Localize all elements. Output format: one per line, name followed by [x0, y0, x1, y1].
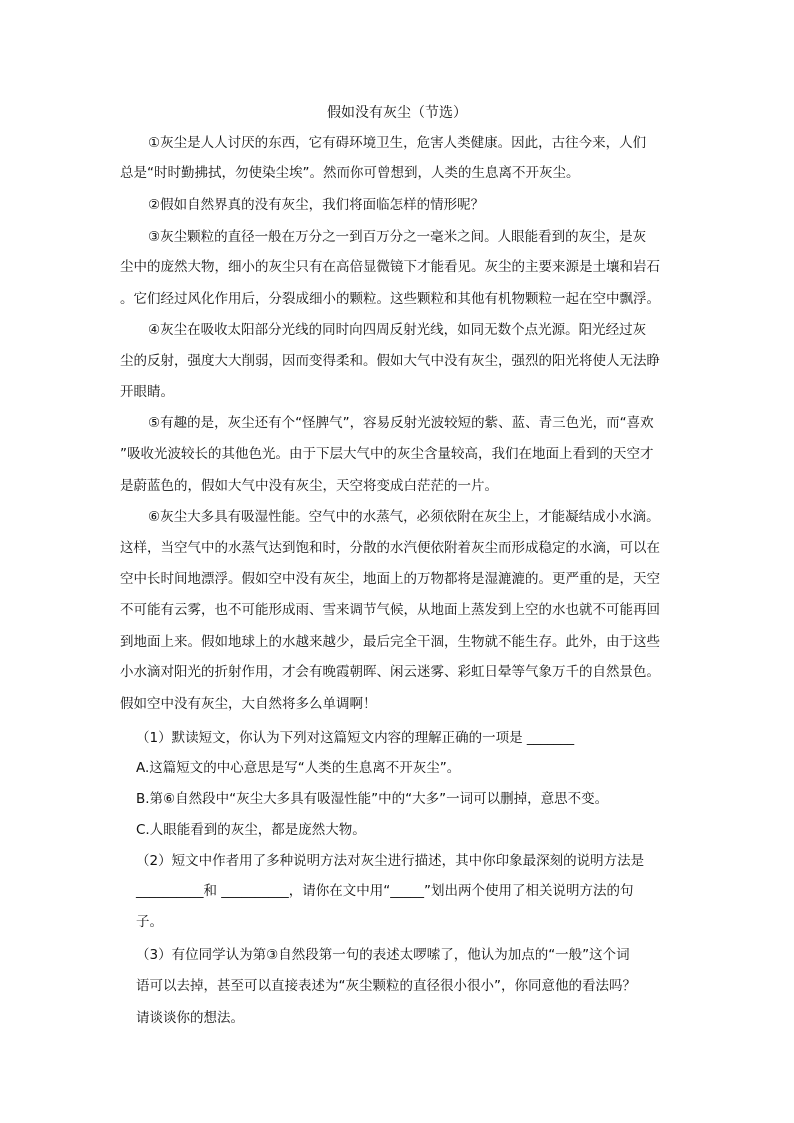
text-line: 到地面上来。假如地球上的水越来越少，最后完全干涸，生物就不能生存。此外，由于这些 [120, 634, 660, 650]
text-line: 尘的反射，强度大大削弱，因而变得柔和。假如大气中没有灰尘，强烈的阳光将使人无法睁 [120, 353, 660, 369]
text-line: 。它们经过风化作用后，分裂成细小的颗粒。这些颗粒和其他有机物颗粒一起在空中飘浮。 [120, 291, 660, 307]
text-line: ④灰尘在吸收太阳部分光线的同时向四周反射光线，如同无数个点光源。阳光经过灰 [148, 322, 647, 338]
text-line: ”吸收光波较长的其他色光。由于下层大气中的灰尘含量较高，我们在地面上看到的天空才 [120, 446, 654, 462]
text-line: 不可能有云雾，也不可能形成雨、雪来调节气候，从地面上蒸发到上空的水也就不可能再回 [120, 602, 660, 618]
text-line: ③灰尘颗粒的直径一般在万分之一到百万分之一毫米之间。人眼能看到的灰尘，是灰 [148, 229, 647, 245]
text-line: 空中长时间地漂浮。假如空中没有灰尘，地面上的万物都将是湿漉漉的。更严重的是，天空 [120, 571, 660, 587]
question-3: （3）有位同学认为第③自然段第一句的表述太啰嗦了，他认为加点的“一般”这个词 [136, 947, 630, 963]
text-line: ①灰尘是人人讨厌的东西，它有碍环境卫生，危害人类健康。因此，古往今来，人们 [148, 135, 647, 151]
text-line: ⑤有趣的是，灰尘还有个“怪脾气”，容易反射光波较短的紫、蓝、青三色光，而“喜欢 [148, 415, 654, 431]
text-line: 总是“时时勤拂拭，勿使染尘埃”。然而你可曾想到，人类的生息离不开灰尘。 [120, 165, 580, 181]
text-line: 请谈谈你的想法。 [136, 1010, 244, 1026]
text-line: 尘中的庞然大物，细小的灰尘只有在高倍显微镜下才能看见。灰尘的主要来源是土壤和岩石 [120, 259, 660, 275]
text-line: 这样，当空气中的水蒸气达到饱和时，分散的水汽便依附着灰尘而形成稳定的水滴，可以在 [120, 540, 660, 556]
text-line: 开眼睛。 [120, 384, 174, 400]
text-line: 小水滴对阳光的折射作用，才会有晚霞朝晖、闲云迷雾、彩虹日晕等气象万千的自然景色。 [120, 664, 660, 680]
question-2-blanks: __________和 __________，请你在文中用“_____”划出两个使用了相关说明方法的句 [136, 883, 634, 899]
text-line: 子。 [136, 914, 163, 930]
document-title: 假如没有灰尘（节选） [327, 105, 467, 121]
question-2: （2）短文中作者用了多种说明方法对灰尘进行描述，其中你印象最深刻的说明方法是 [136, 853, 645, 869]
option-b: B.第⑥自然段中“灰尘大多具有吸湿性能”中的“大多”一词可以删掉，意思不变。 [136, 791, 609, 807]
option-c: C.人眼能看到的灰尘，都是庞然大物。 [136, 822, 366, 838]
text-line: 是蔚蓝色的，假如大气中没有灰尘，天空将变成白茫茫的一片。 [120, 478, 498, 494]
question-1: （1）默读短文，你认为下列对这篇短文内容的理解正确的一项是 _______ [136, 730, 575, 746]
text-line: 假如空中没有灰尘，大自然将多么单调啊！ [120, 696, 377, 712]
text-line: ⑥灰尘大多具有吸湿性能。空气中的水蒸气，必须依附在灰尘上，才能凝结成小水滴。 [148, 509, 660, 525]
option-a: A.这篇短文的中心意思是写“人类的生息离不开灰尘”。 [136, 760, 461, 776]
text-line: 语可以去掉，甚至可以直接表述为“灰尘颗粒的直径很小很小”，你同意他的看法吗？ [136, 978, 636, 994]
text-line: ②假如自然界真的没有灰尘，我们将面临怎样的情形呢？ [148, 197, 485, 213]
